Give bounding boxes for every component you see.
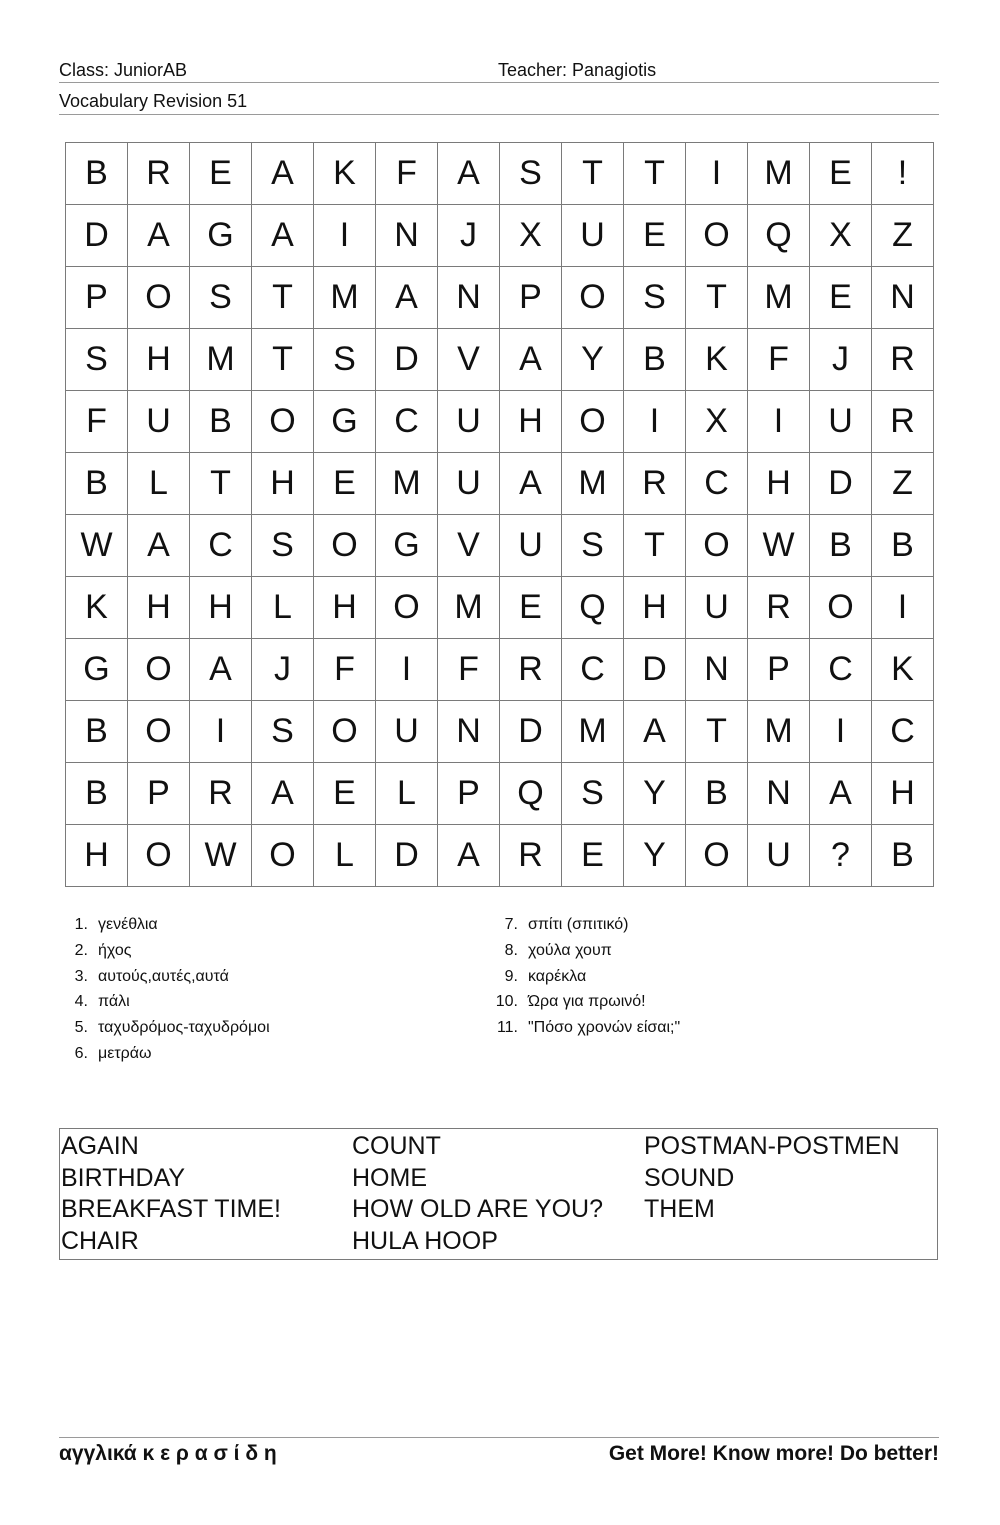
grid-cell[interactable]: Q <box>500 763 562 825</box>
grid-cell[interactable]: ! <box>872 143 934 205</box>
grid-cell[interactable]: N <box>748 763 810 825</box>
grid-cell[interactable]: U <box>748 825 810 887</box>
grid-cell[interactable]: K <box>686 329 748 391</box>
grid-cell[interactable]: C <box>686 453 748 515</box>
clue-number: 5. <box>74 1019 88 1037</box>
grid-cell[interactable]: N <box>438 701 500 763</box>
word-bank-column <box>644 1131 900 1226</box>
grid-cell[interactable]: U <box>438 453 500 515</box>
header-divider <box>59 82 939 83</box>
grid-cell[interactable]: B <box>66 701 128 763</box>
teacher-label: Teacher: Panagiotis <box>498 60 657 80</box>
grid-cell[interactable]: M <box>748 267 810 329</box>
grid-cell[interactable]: S <box>500 143 562 205</box>
grid-cell[interactable]: O <box>686 515 748 577</box>
clue-text: αυτούς,αυτές,αυτά <box>98 967 229 985</box>
clue-number: 4. <box>74 993 88 1011</box>
clue-number: 10. <box>495 993 518 1011</box>
grid-row <box>66 391 934 453</box>
clue-number: 7. <box>504 916 518 933</box>
grid-cell[interactable]: Q <box>748 205 810 267</box>
grid-row <box>66 205 934 267</box>
grid-cell[interactable]: U <box>128 391 190 453</box>
grid-cell[interactable]: W <box>190 825 252 887</box>
grid-cell[interactable]: D <box>376 825 438 887</box>
grid-cell[interactable]: K <box>314 143 376 205</box>
grid-cell[interactable]: P <box>128 763 190 825</box>
grid-cell[interactable]: T <box>252 267 314 329</box>
grid-cell[interactable]: B <box>624 329 686 391</box>
word-bank-item: BREAKFAST TIME! <box>61 1195 281 1223</box>
grid-cell[interactable]: H <box>624 577 686 639</box>
grid-cell[interactable]: F <box>376 143 438 205</box>
grid-cell[interactable]: E <box>314 453 376 515</box>
clue-list-right <box>490 912 680 1041</box>
grid-cell[interactable]: D <box>810 453 872 515</box>
grid-cell[interactable]: N <box>686 639 748 701</box>
grid-cell[interactable]: L <box>128 453 190 515</box>
grid-cell[interactable]: U <box>686 577 748 639</box>
grid-cell[interactable]: H <box>500 391 562 453</box>
grid-cell[interactable]: M <box>190 329 252 391</box>
grid-cell[interactable]: P <box>66 267 128 329</box>
grid-cell[interactable]: O <box>252 391 314 453</box>
grid-cell[interactable]: A <box>624 701 686 763</box>
grid-cell[interactable]: F <box>748 329 810 391</box>
clue-number: 8. <box>504 941 518 959</box>
grid-cell[interactable]: D <box>500 701 562 763</box>
grid-cell[interactable]: T <box>686 701 748 763</box>
footer-divider <box>59 1437 939 1438</box>
grid-cell[interactable]: I <box>190 701 252 763</box>
grid-cell[interactable]: O <box>128 267 190 329</box>
grid-cell[interactable]: O <box>562 267 624 329</box>
clue-list-left <box>60 912 270 1067</box>
grid-cell[interactable]: R <box>190 763 252 825</box>
grid-cell[interactable]: S <box>66 329 128 391</box>
grid-row <box>66 143 934 205</box>
word-bank-item: BIRTHDAY <box>61 1163 186 1192</box>
grid-cell[interactable]: G <box>314 391 376 453</box>
grid-cell[interactable]: X <box>500 205 562 267</box>
grid-row <box>66 453 934 515</box>
grid-cell[interactable]: A <box>252 763 314 825</box>
clue-text: "Πόσο χρονών είσαι;" <box>528 1019 681 1037</box>
grid-row <box>66 701 934 763</box>
grid-cell[interactable]: N <box>438 267 500 329</box>
grid-cell[interactable]: J <box>252 639 314 701</box>
grid-cell[interactable]: O <box>128 701 190 763</box>
clue-number: 3. <box>74 967 88 985</box>
grid-cell[interactable]: U <box>376 701 438 763</box>
grid-cell[interactable]: O <box>562 391 624 453</box>
grid-cell[interactable]: N <box>872 267 934 329</box>
grid-cell[interactable]: H <box>66 825 128 887</box>
grid-cell[interactable]: R <box>872 391 934 453</box>
clue-text: σπίτι (σπιτικό) <box>528 916 629 933</box>
grid-cell[interactable]: H <box>128 577 190 639</box>
grid-cell[interactable]: F <box>314 639 376 701</box>
grid-cell[interactable]: V <box>438 515 500 577</box>
grid-cell[interactable]: O <box>376 577 438 639</box>
grid-cell[interactable]: T <box>624 143 686 205</box>
clue-number: 1. <box>74 916 88 933</box>
clue-text: χούλα χουπ <box>528 941 612 959</box>
clue-item <box>60 964 270 990</box>
grid-row <box>66 267 934 329</box>
clue-item <box>60 1041 270 1067</box>
clue-item <box>490 912 680 938</box>
grid-row <box>66 329 934 391</box>
clue-number: 2. <box>74 941 88 959</box>
grid-cell[interactable]: N <box>376 205 438 267</box>
class-label: Class: JuniorAB <box>59 60 188 80</box>
word-bank-item: HULA HOOP <box>352 1226 498 1255</box>
grid-cell[interactable]: R <box>500 639 562 701</box>
grid-cell[interactable]: B <box>872 515 934 577</box>
worksheet-subtitle: Vocabulary Revision 51 <box>59 91 248 111</box>
grid-cell[interactable]: I <box>314 205 376 267</box>
grid-cell[interactable]: Z <box>872 205 934 267</box>
grid-row <box>66 639 934 701</box>
word-bank-item: SOUND <box>644 1163 735 1192</box>
grid-cell[interactable]: D <box>624 639 686 701</box>
word-bank <box>59 1128 938 1260</box>
grid-cell[interactable]: E <box>314 763 376 825</box>
grid-cell[interactable]: B <box>190 391 252 453</box>
grid-cell[interactable]: H <box>314 577 376 639</box>
grid-cell[interactable]: I <box>748 391 810 453</box>
grid-cell[interactable]: H <box>872 763 934 825</box>
grid-cell[interactable]: P <box>748 639 810 701</box>
word-bank-column <box>352 1131 603 1257</box>
grid-cell[interactable]: S <box>252 515 314 577</box>
grid-cell[interactable]: B <box>66 143 128 205</box>
grid-cell[interactable]: A <box>438 143 500 205</box>
grid-cell[interactable]: Y <box>624 763 686 825</box>
grid-cell[interactable]: A <box>438 825 500 887</box>
grid-cell[interactable]: E <box>810 143 872 205</box>
grid-cell[interactable]: U <box>810 391 872 453</box>
grid-cell[interactable]: M <box>748 701 810 763</box>
clue-item <box>490 989 680 1015</box>
word-bank-item: POSTMAN-POSTMEN <box>644 1132 900 1160</box>
grid-cell[interactable]: O <box>686 825 748 887</box>
grid-cell[interactable]: I <box>872 577 934 639</box>
grid-cell[interactable]: I <box>624 391 686 453</box>
grid-cell[interactable]: O <box>314 515 376 577</box>
grid-cell[interactable]: J <box>810 329 872 391</box>
grid-cell[interactable]: I <box>376 639 438 701</box>
grid-cell[interactable]: B <box>66 453 128 515</box>
grid-cell[interactable]: T <box>624 515 686 577</box>
grid-cell[interactable]: ? <box>810 825 872 887</box>
grid-cell[interactable]: R <box>872 329 934 391</box>
grid-cell[interactable]: A <box>128 205 190 267</box>
grid-cell[interactable]: S <box>252 701 314 763</box>
grid-cell[interactable]: E <box>500 577 562 639</box>
grid-cell[interactable]: A <box>500 453 562 515</box>
grid-cell[interactable]: Z <box>872 453 934 515</box>
grid-cell[interactable]: R <box>624 453 686 515</box>
grid-cell[interactable]: C <box>562 639 624 701</box>
footer-brand: αγγλικά κ ε ρ α σ ί δ η <box>59 1442 277 1465</box>
grid-row <box>66 825 934 887</box>
grid-cell[interactable]: H <box>748 453 810 515</box>
grid-cell[interactable]: B <box>872 825 934 887</box>
word-search-grid <box>65 142 934 887</box>
grid-cell[interactable]: C <box>376 391 438 453</box>
grid-cell[interactable]: G <box>376 515 438 577</box>
grid-cell[interactable]: B <box>686 763 748 825</box>
grid-cell[interactable]: A <box>190 639 252 701</box>
clue-text: μετράω <box>98 1044 152 1062</box>
grid-cell[interactable]: T <box>562 143 624 205</box>
grid-cell[interactable]: Y <box>624 825 686 887</box>
grid-cell[interactable]: G <box>190 205 252 267</box>
clue-number: 6. <box>74 1044 88 1062</box>
grid-cell[interactable]: M <box>376 453 438 515</box>
grid-cell[interactable]: U <box>438 391 500 453</box>
grid-cell[interactable]: M <box>314 267 376 329</box>
grid-cell[interactable]: I <box>810 701 872 763</box>
grid-cell[interactable]: L <box>314 825 376 887</box>
grid-cell[interactable]: C <box>872 701 934 763</box>
grid-cell[interactable]: K <box>872 639 934 701</box>
clue-text: Ώρα για πρωινό! <box>528 993 646 1011</box>
grid-cell[interactable]: U <box>562 205 624 267</box>
grid-cell[interactable]: Y <box>562 329 624 391</box>
grid-cell[interactable]: L <box>376 763 438 825</box>
grid-cell[interactable]: E <box>624 205 686 267</box>
grid-row <box>66 515 934 577</box>
grid-cell[interactable]: T <box>252 329 314 391</box>
grid-cell[interactable]: A <box>500 329 562 391</box>
grid-cell[interactable]: S <box>314 329 376 391</box>
clue-item <box>60 1015 270 1041</box>
word-bank-item: THEM <box>644 1195 715 1223</box>
grid-cell[interactable]: M <box>438 577 500 639</box>
grid-cell[interactable]: K <box>66 577 128 639</box>
grid-cell[interactable]: O <box>686 205 748 267</box>
grid-cell[interactable]: F <box>438 639 500 701</box>
grid-cell[interactable]: I <box>686 143 748 205</box>
grid-cell[interactable]: O <box>314 701 376 763</box>
clue-item <box>490 1015 680 1041</box>
grid-cell[interactable]: C <box>810 639 872 701</box>
clue-text: γενέθλια <box>98 916 158 933</box>
grid-cell[interactable]: L <box>252 577 314 639</box>
grid-row <box>66 763 934 825</box>
grid-cell[interactable]: S <box>190 267 252 329</box>
grid-cell[interactable]: O <box>128 639 190 701</box>
grid-cell[interactable]: A <box>810 763 872 825</box>
subtitle-divider <box>59 114 939 115</box>
clue-number: 11. <box>496 1019 518 1037</box>
grid-cell[interactable]: W <box>66 515 128 577</box>
grid-cell[interactable]: S <box>562 763 624 825</box>
grid-cell[interactable]: A <box>252 205 314 267</box>
grid-cell[interactable]: S <box>624 267 686 329</box>
grid-cell[interactable]: R <box>128 143 190 205</box>
grid-cell[interactable]: V <box>438 329 500 391</box>
grid-cell[interactable]: M <box>748 143 810 205</box>
clue-item <box>60 912 270 938</box>
grid-cell[interactable]: O <box>128 825 190 887</box>
grid-cell[interactable]: S <box>562 515 624 577</box>
clue-item <box>60 989 270 1015</box>
grid-cell[interactable]: R <box>748 577 810 639</box>
clue-item <box>490 964 680 990</box>
grid-cell[interactable]: U <box>500 515 562 577</box>
grid-cell[interactable]: P <box>500 267 562 329</box>
word-bank-item: COUNT <box>352 1132 441 1160</box>
grid-cell[interactable]: Q <box>562 577 624 639</box>
grid-cell[interactable]: R <box>500 825 562 887</box>
grid-cell[interactable]: O <box>810 577 872 639</box>
clue-number: 9. <box>504 967 518 985</box>
grid-cell[interactable]: H <box>128 329 190 391</box>
grid-cell[interactable]: T <box>190 453 252 515</box>
grid-cell[interactable]: X <box>686 391 748 453</box>
grid-cell[interactable]: B <box>66 763 128 825</box>
grid-cell[interactable]: F <box>66 391 128 453</box>
grid-cell[interactable]: J <box>438 205 500 267</box>
grid-cell[interactable]: M <box>562 453 624 515</box>
grid-cell[interactable]: T <box>686 267 748 329</box>
grid-cell[interactable]: C <box>190 515 252 577</box>
clue-item <box>490 938 680 964</box>
footer-slogan: Get More! Know more! Do better! <box>608 1442 939 1465</box>
grid-cell[interactable]: D <box>376 329 438 391</box>
word-bank-item: HOW OLD ARE YOU? <box>352 1195 603 1223</box>
word-bank-item: HOME <box>352 1163 427 1192</box>
clue-item <box>60 938 270 964</box>
grid-cell[interactable]: M <box>562 701 624 763</box>
grid-row <box>66 577 934 639</box>
clue-text: πάλι <box>98 993 130 1011</box>
clue-text: καρέκλα <box>528 967 587 985</box>
grid-cell[interactable]: E <box>810 267 872 329</box>
grid-cell[interactable]: E <box>190 143 252 205</box>
grid-cell[interactable]: G <box>66 639 128 701</box>
clue-text: ήχος <box>98 941 132 959</box>
grid-cell[interactable]: D <box>66 205 128 267</box>
word-bank-item: CHAIR <box>61 1226 139 1255</box>
grid-cell[interactable]: H <box>190 577 252 639</box>
grid-cell[interactable]: E <box>562 825 624 887</box>
word-bank-item: AGAIN <box>61 1132 139 1160</box>
grid-cell[interactable]: A <box>128 515 190 577</box>
grid-cell[interactable]: A <box>252 143 314 205</box>
grid-cell[interactable]: B <box>810 515 872 577</box>
grid-cell[interactable]: A <box>376 267 438 329</box>
grid-cell[interactable]: H <box>252 453 314 515</box>
grid-cell[interactable]: X <box>810 205 872 267</box>
clue-text: ταχυδρόμος-ταχυδρόμοι <box>98 1019 270 1037</box>
grid-cell[interactable]: W <box>748 515 810 577</box>
grid-cell[interactable]: O <box>252 825 314 887</box>
word-bank-column <box>61 1131 281 1257</box>
grid-cell[interactable]: P <box>438 763 500 825</box>
